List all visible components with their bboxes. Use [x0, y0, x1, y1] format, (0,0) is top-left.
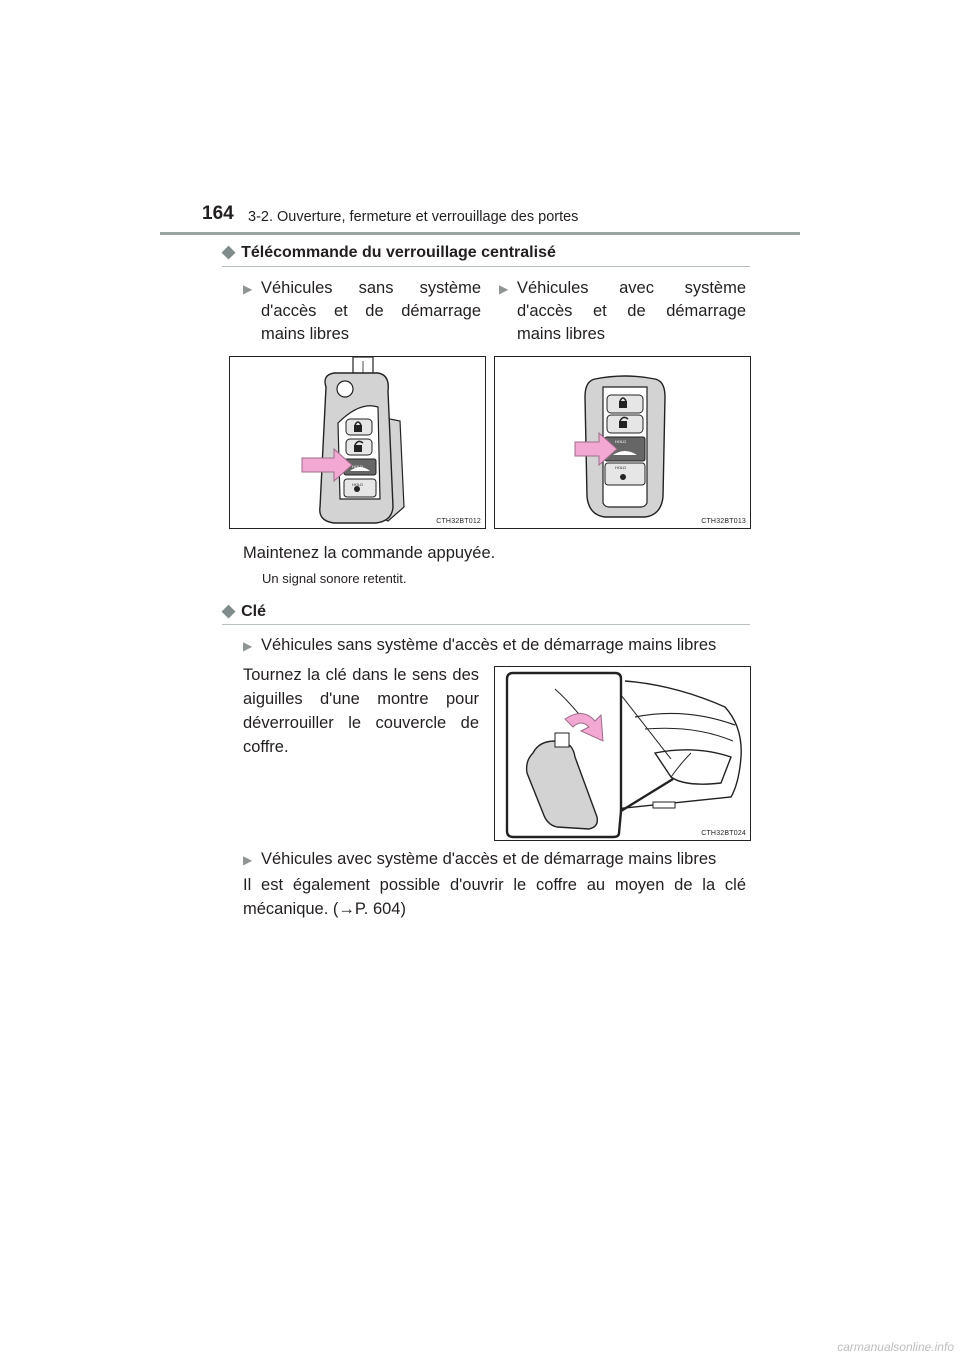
figure-smart-key	[494, 356, 751, 529]
chapter-title: 3-2. Ouverture, fermeture et verrouillage des portes	[248, 209, 579, 225]
trunk-key-illustration	[495, 667, 750, 840]
triangle-bullet-icon: ▶	[243, 853, 253, 867]
watermark: carmanualsonline.info	[837, 1340, 954, 1354]
right-column-label-text: Véhicules avec système d'accès et de démarrage mains libres	[517, 279, 746, 343]
hold-label: HOLD	[352, 482, 364, 487]
section-rule	[222, 266, 750, 267]
page-number: 164	[202, 203, 234, 224]
page-reference-link[interactable]: P. 604)	[354, 900, 406, 918]
note-text: Un signal sonore retentit.	[262, 571, 407, 586]
figure-code: CTH32BT013	[701, 518, 746, 525]
key-instruction-text: Tournez la clé dans le sens des aiguilles d'une montre pour déverrouiller le couvercle de coffre.	[243, 666, 479, 756]
right-column-label	[499, 277, 746, 346]
figure-code: CTH32BT012	[436, 518, 481, 525]
folding-key-illustration	[230, 357, 485, 528]
mechanical-key-text-body: Il est également possible d'ouvrir le coffre au moyen de la clé mécanique. (	[243, 876, 746, 918]
section-rule	[222, 624, 750, 625]
section-title-key	[222, 601, 266, 621]
hold-label: HOLD	[615, 465, 627, 470]
subhead-no-smart-entry-text: Véhicules sans système d'accès et de démarrage mains libres	[261, 636, 717, 654]
left-column-label	[243, 277, 481, 346]
triangle-bullet-icon: ▶	[243, 639, 253, 653]
triangle-bullet-icon: ▶	[499, 282, 509, 296]
instruction-text: Maintenez la commande appuyée.	[243, 544, 496, 562]
figure-trunk-key	[494, 666, 751, 841]
triangle-bullet-icon: ▶	[243, 282, 253, 296]
diamond-icon: ◆	[222, 601, 236, 620]
diamond-icon: ◆	[222, 242, 236, 261]
left-column-label-text: Véhicules sans système d'accès et de démarrage mains libres	[261, 279, 481, 343]
subhead-smart-entry	[243, 848, 753, 871]
header-rule	[160, 232, 800, 235]
figure-code: CTH32BT024	[701, 830, 746, 837]
hold-label: HOLD	[615, 439, 627, 444]
hold-label: HOLD	[352, 464, 364, 469]
subhead-no-smart-entry	[243, 634, 753, 657]
figure-folding-key	[229, 356, 486, 529]
mechanical-key-text	[243, 873, 746, 921]
section-title-key-text: Clé	[241, 603, 266, 620]
section-title-remote	[222, 242, 556, 262]
subhead-smart-entry-text: Véhicules avec système d'accès et de démarrage mains libres	[261, 850, 717, 868]
arrow-icon: →	[338, 900, 355, 918]
section-title-remote-text: Télécommande du verrouillage centralisé	[241, 244, 556, 261]
